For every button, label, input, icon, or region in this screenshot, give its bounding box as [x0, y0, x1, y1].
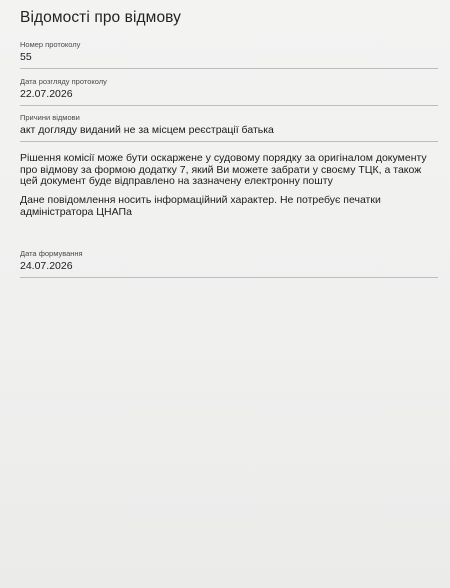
divider [20, 68, 438, 69]
formation-date-value: 24.07.2026 [20, 260, 73, 272]
review-date-label: Дата розгляду протоколу [20, 77, 107, 86]
protocol-number-label: Номер протоколу [20, 40, 81, 49]
refusal-reason-field [20, 113, 438, 142]
divider [20, 277, 438, 278]
divider [20, 141, 438, 142]
page-title: Відомості про відмову [20, 9, 182, 26]
formation-date-label: Дата формування [20, 249, 83, 258]
refusal-reason-label: Причини відмови [20, 113, 80, 122]
refusal-reason-value: акт догляду виданий не за місцем реєстрації батька [20, 124, 274, 136]
protocol-number-value: 55 [20, 51, 32, 63]
protocol-number-field [20, 40, 438, 69]
review-date-field [20, 77, 438, 106]
formation-date-field [20, 249, 438, 278]
divider [20, 105, 438, 106]
appeal-notice: Рішення комісії може бути оскаржене у судовому порядку за оригіналом документу про відмову за формою додатку 7, який Ви можете забрати у своєму ТЦК, а також цей документ буде відправлено на зазначену електронну пошту [20, 152, 427, 187]
info-notice: Дане повідомлення носить інформаційний характер. Не потребує печатки адміністратора ЦНАПа [20, 194, 381, 218]
review-date-value: 22.07.2026 [20, 88, 73, 100]
